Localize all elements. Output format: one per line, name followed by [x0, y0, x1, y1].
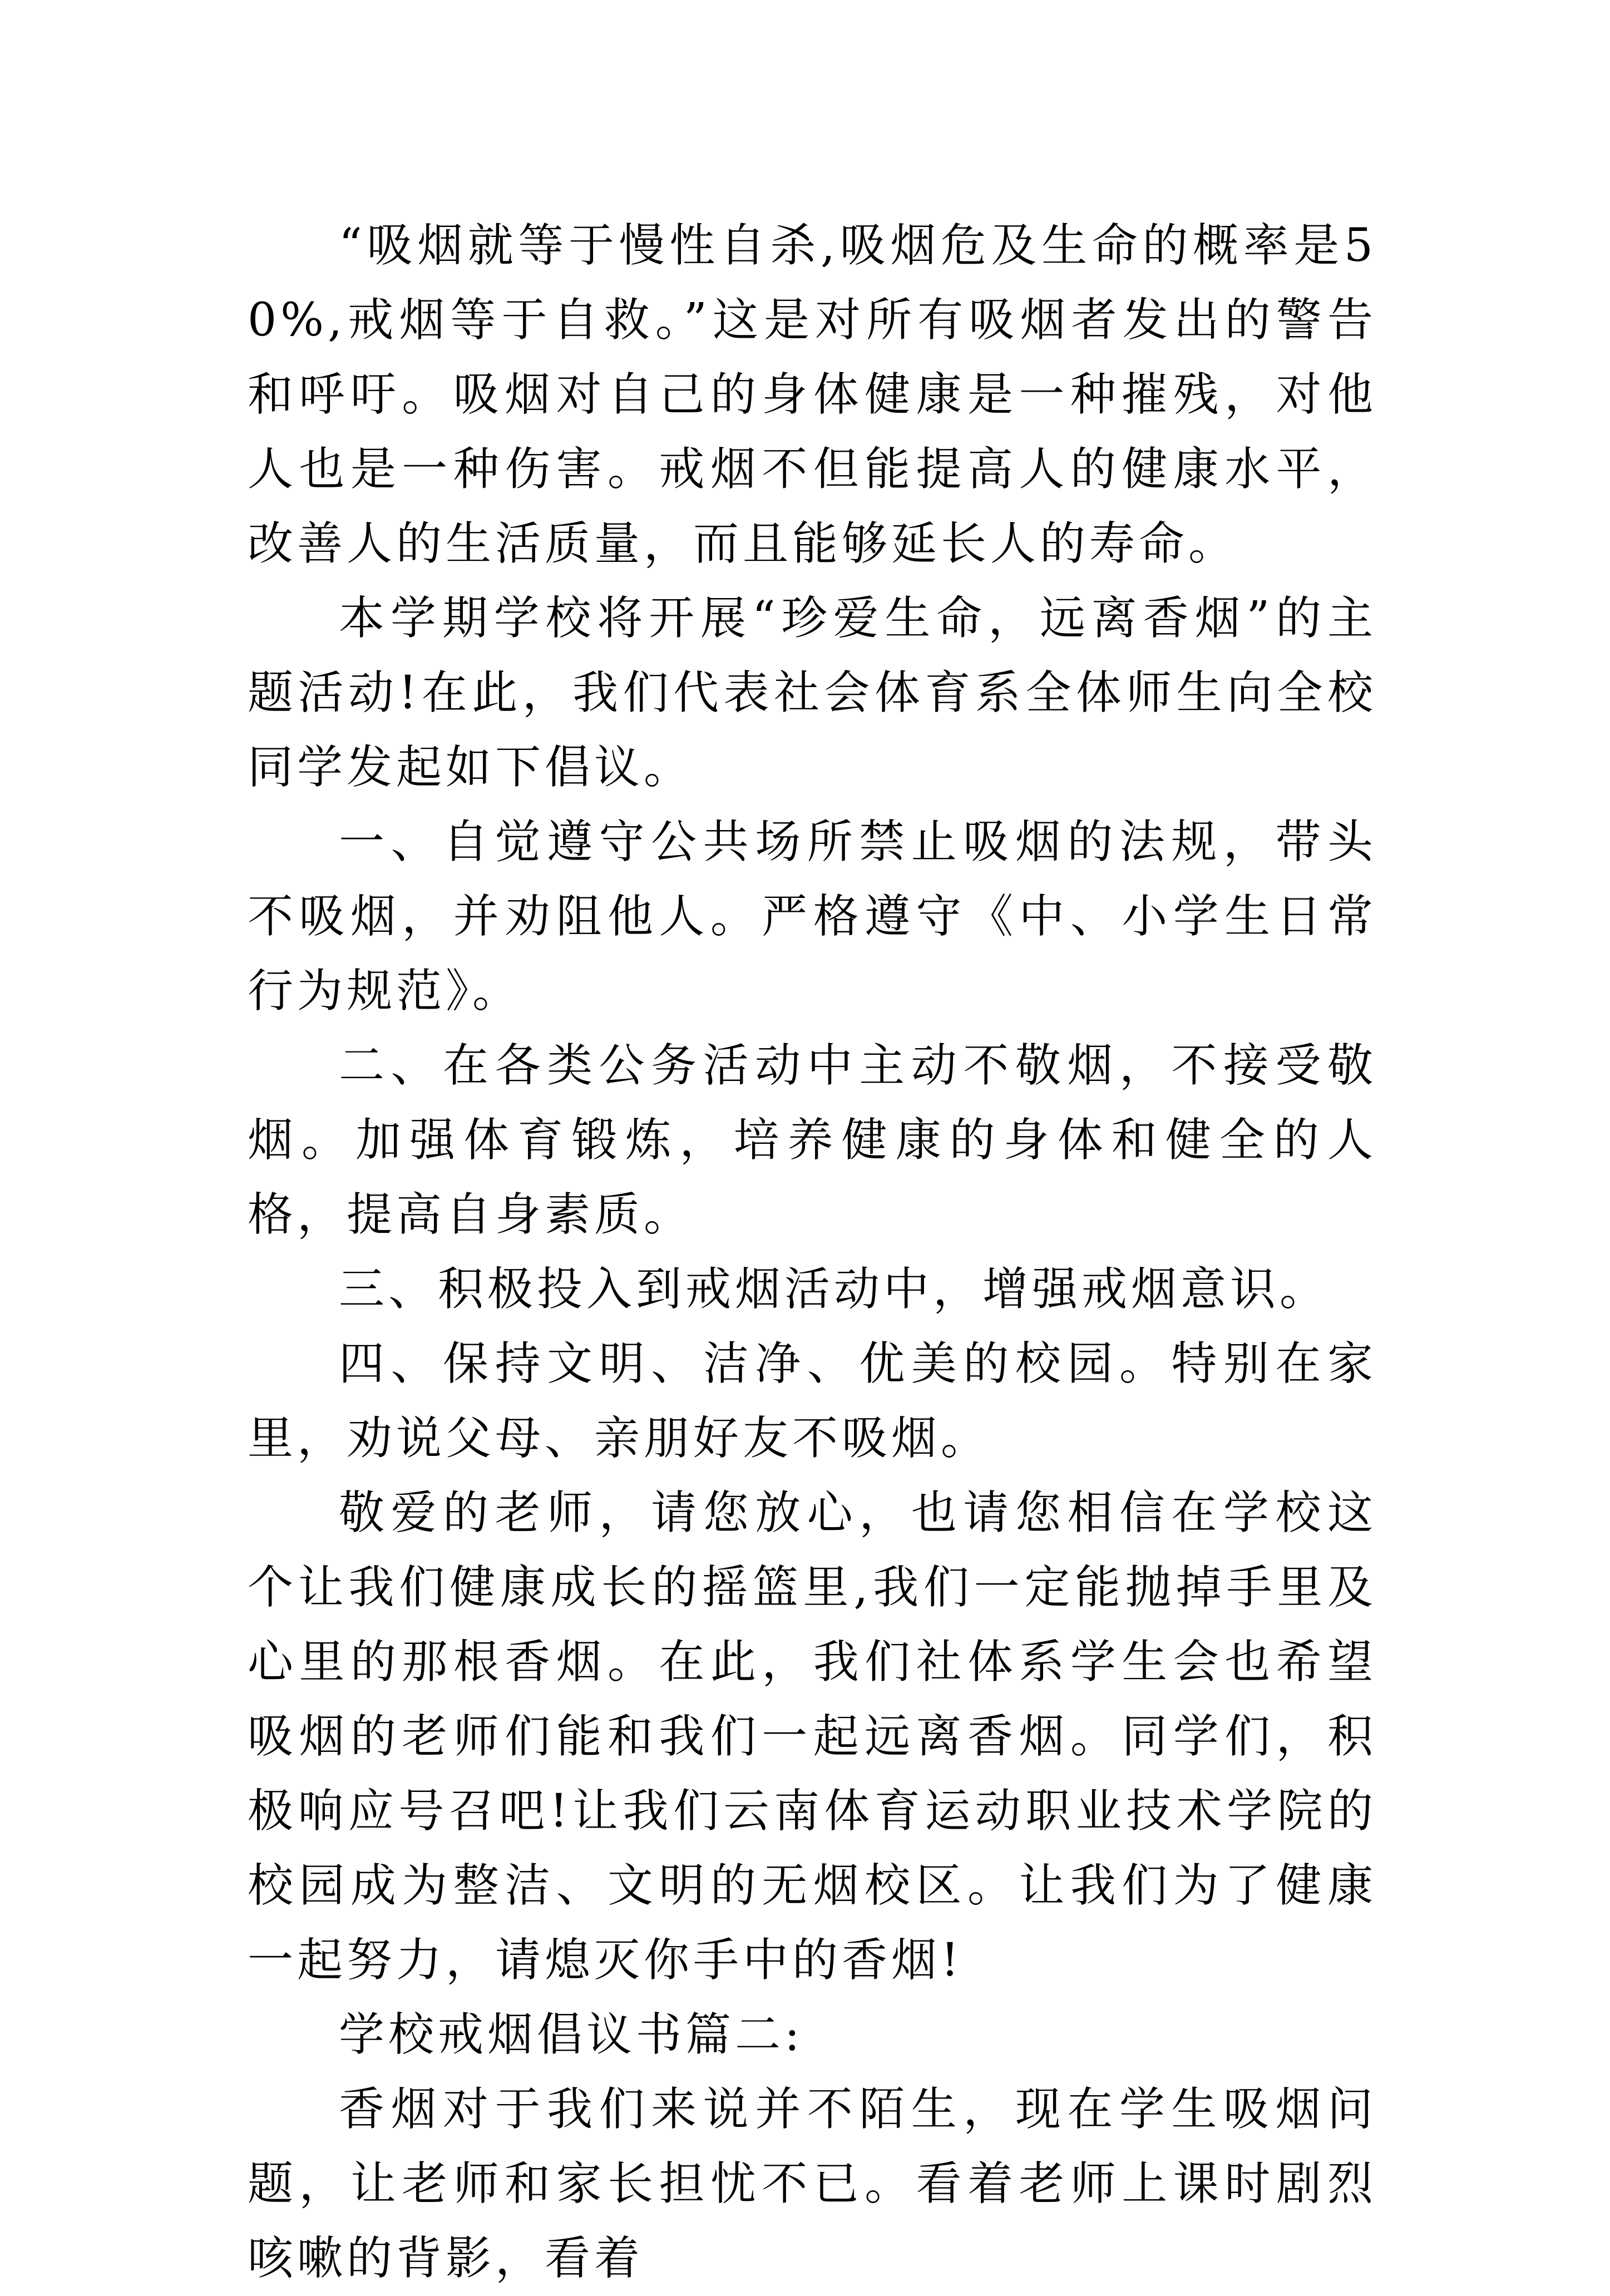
paragraph-proposal-1: 一、自觉遵守公共场所禁止吸烟的法规，带头不吸烟，并劝阻他人。严格遵守《中、小学生日常行为规范》。: [248, 816, 1377, 1018]
paragraph-proposal-3: 三、积极投入到戒烟活动中，增强戒烟意识。: [339, 1263, 1330, 1316]
paragraph-proposal-2: 二、在各类公务活动中主动不敬烟，不接受敬烟。加强体育锻炼，培养健康的身体和健全的人格，提高自身素质。: [248, 1039, 1377, 1241]
document-body: [248, 209, 1377, 2296]
paragraph-appeal: 敬爱的老师，请您放心，也请您相信在学校这个让我们健康成长的摇篮里,我们一定能抛掉手里及心里的那根香烟。在此，我们社体系学生会也希望吸烟的老师们能和我们一起远离香烟。同学们，积极响应号召吧!让我们云南体育运动职业技术学院的校园成为整洁、文明的无烟校区。让我们为了健康一起努力，请熄灭你手中的香烟!: [248, 1487, 1377, 1987]
paragraph-campaign-intro: 本学期学校将开展“珍爱生命，远离香烟”的主题活动!在此，我们代表社会体育系全体师生向全校同学发起如下倡议。: [248, 592, 1377, 794]
paragraph-smoking-warning: “吸烟就等于慢性自杀,吸烟危及生命的概率是50%,戒烟等于自救。”这是对所有吸烟者发出的警告和呼吁。吸烟对自己的身体健康是一种摧残，对他人也是一种伤害。戒烟不但能提高人的健康水平，改善人的生活质量，而且能够延长人的寿命。: [248, 219, 1377, 570]
paragraph-part-two-intro: 香烟对于我们来说并不陌生，现在学生吸烟问题，让老师和家长担忧不已。看着老师上课时剧烈咳嗽的背影，看着: [248, 2083, 1377, 2285]
section-heading-part-two: 学校戒烟倡议书篇二:: [339, 2008, 804, 2061]
paragraph-proposal-4: 四、保持文明、洁净、优美的校园。特别在家里，劝说父母、亲朋好友不吸烟。: [248, 1337, 1377, 1465]
